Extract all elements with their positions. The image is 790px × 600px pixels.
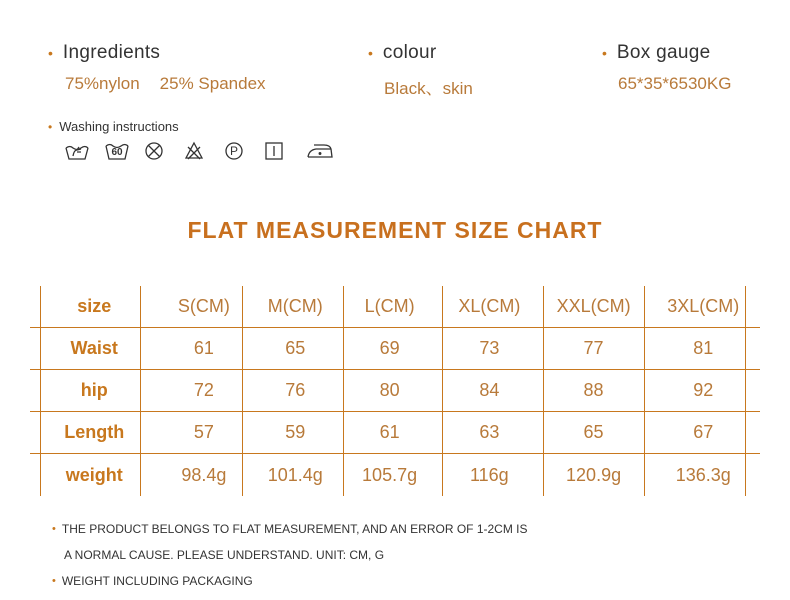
colour-title: colour bbox=[382, 42, 437, 63]
bullet-icon: • bbox=[52, 574, 56, 587]
washing-title: Washing instructions bbox=[59, 119, 179, 134]
table-cell: 69 bbox=[379, 338, 400, 358]
table-cell: 65 bbox=[583, 422, 604, 442]
ingredients-value bbox=[48, 74, 266, 94]
bullet-icon: • bbox=[48, 45, 53, 61]
dry-clean-letter: P bbox=[229, 144, 238, 158]
table-row bbox=[30, 328, 760, 370]
header-xl: XL(CM) bbox=[458, 296, 521, 316]
washing-section bbox=[48, 119, 334, 162]
ingredient-spandex: 25% Spandex bbox=[159, 74, 266, 93]
table-cell: 57 bbox=[193, 422, 214, 442]
bullet-icon: • bbox=[48, 119, 53, 134]
row-label-waist: Waist bbox=[70, 338, 118, 358]
table-cell: 72 bbox=[193, 380, 214, 400]
table-cell: 92 bbox=[693, 380, 714, 400]
note-text-2: A NORMAL CAUSE. PLEASE UNDERSTAND. UNIT: CM, G bbox=[64, 548, 385, 562]
colour-value: Black、skin bbox=[384, 79, 473, 98]
box-gauge-title: Box gauge bbox=[616, 42, 711, 63]
header-xxl: XXL(CM) bbox=[556, 296, 631, 316]
hand-wash-icon bbox=[64, 140, 90, 162]
header-3xl: 3XL(CM) bbox=[667, 296, 740, 316]
wash-icons-row bbox=[64, 140, 334, 162]
note-line bbox=[52, 542, 528, 568]
bullet-icon: • bbox=[602, 45, 607, 61]
header-m: M(CM) bbox=[267, 296, 323, 316]
ingredients-section bbox=[48, 42, 266, 94]
table-cell: 81 bbox=[693, 338, 714, 358]
dry-clean-p-icon bbox=[224, 141, 244, 161]
table-cell: 61 bbox=[379, 422, 400, 442]
table-row bbox=[30, 370, 760, 412]
box-gauge-value: 65*35*6530KG bbox=[618, 74, 732, 93]
note-line bbox=[52, 568, 528, 594]
header-l: L(CM) bbox=[364, 296, 415, 316]
table-cell: 84 bbox=[479, 380, 500, 400]
table-cell: 105.7g bbox=[362, 464, 418, 485]
ingredient-nylon: 75%nylon bbox=[65, 74, 140, 93]
table-cell: 65 bbox=[285, 338, 306, 358]
table-cell: 61 bbox=[193, 338, 214, 358]
table-cell: 77 bbox=[583, 338, 604, 358]
notes-section bbox=[52, 516, 528, 594]
colour-section bbox=[368, 42, 473, 99]
table-cell: 63 bbox=[479, 422, 500, 442]
size-table bbox=[30, 286, 760, 496]
note-text-3: WEIGHT INCLUDING PACKAGING bbox=[61, 574, 253, 588]
note-line bbox=[52, 516, 528, 542]
bullet-icon: • bbox=[52, 522, 56, 535]
do-not-bleach-icon bbox=[184, 141, 204, 161]
table-cell: 73 bbox=[479, 338, 500, 358]
header-size: size bbox=[77, 296, 112, 316]
row-label-length: Length bbox=[64, 422, 125, 442]
header-s: S(CM) bbox=[177, 296, 230, 316]
line-dry-icon bbox=[264, 141, 284, 161]
table-row bbox=[30, 454, 760, 496]
row-label-hip: hip bbox=[80, 380, 108, 400]
ingredients-title: Ingredients bbox=[62, 42, 161, 63]
table-cell: 120.9g bbox=[566, 464, 622, 485]
table-cell: 116g bbox=[469, 464, 509, 485]
table-cell: 80 bbox=[379, 380, 400, 400]
table-cell: 136.3g bbox=[675, 464, 731, 485]
note-text-1: THE PRODUCT BELONGS TO FLAT MEASUREMENT, AND AN ERROR OF 1-2CM IS bbox=[61, 522, 528, 536]
size-chart-title: FLAT MEASUREMENT SIZE CHART bbox=[187, 217, 603, 243]
table-header-row bbox=[30, 286, 760, 328]
table-cell: 98.4g bbox=[181, 464, 227, 485]
table-row bbox=[30, 412, 760, 454]
bullet-icon: • bbox=[368, 45, 373, 61]
table-cell: 76 bbox=[285, 380, 306, 400]
table-cell: 67 bbox=[693, 422, 714, 442]
table-cell: 101.4g bbox=[267, 464, 323, 485]
table-cell: 88 bbox=[583, 380, 604, 400]
wash-temp-label: 60 bbox=[111, 147, 123, 158]
table-cell: 59 bbox=[285, 422, 306, 442]
box-gauge-section bbox=[602, 42, 731, 94]
row-label-weight: weight bbox=[65, 464, 123, 485]
do-not-tumble-dry-icon bbox=[144, 141, 164, 161]
iron-low-icon bbox=[306, 141, 334, 161]
wash-60-icon bbox=[104, 140, 130, 162]
